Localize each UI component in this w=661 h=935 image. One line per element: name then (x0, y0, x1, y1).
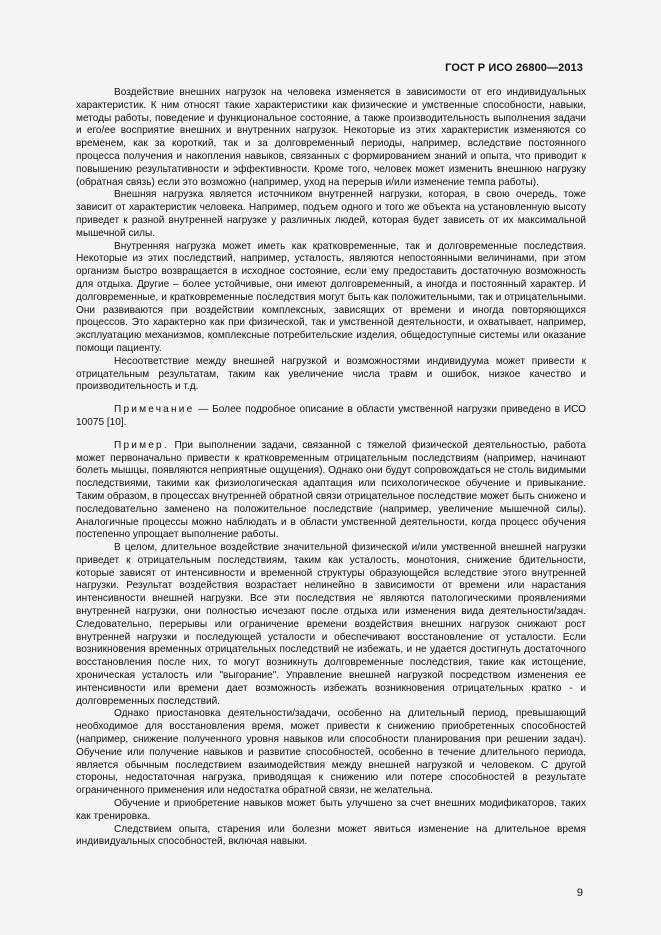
example-label: Пример. (114, 439, 169, 451)
paragraph: Обучение и приобретение навыков может быть улучшено за счет внешних модификаторов, таких как тренировка. (76, 798, 586, 822)
paragraph: Однако приостановка деятельности/задачи, особенно на длительный период, превышающий необходимое для восстановления время, может привести к снижению приобретенных способностей (например, снижение полученного уровня навыков или способности планирования при решении задач). Обучение или получение навыков и развитие способностей, особенно в течение длительного периода, является обычным последствием взаимодействия между внешней нагрузкой и человеком. С другой стороны, недостаточная нагрузка, приводящая к снижению или потере способностей в результате ограниченного применения или недостатка обратной связи, не желательна. (76, 708, 586, 797)
note-label: Примечание (114, 404, 195, 416)
example-paragraph (76, 440, 586, 542)
paragraph: Следствием опыта, старения или болезни может явиться изменение на длительное время индивидуальных способностей, включая навыки. (76, 823, 586, 848)
paragraph: Воздействие внешних нагрузок на человека изменяется в зависимости от его индивидуальных характеристик. К ним относят такие характеристики как физические и умственные способности, навыки, методы работы, поведение и функциональное состояние, а также производительность выполнения задачи и его/ее восприятие внешних и внутренних нагрузок. Некоторые из этих характеристик изменяются со временем, как за короткий, так и за долговременный периоды, например, вследствие постоянного процесса получения и накопления навыков, связанных с формированием знаний и опыта, что приводит к повышению результативности и эффективности. Кроме того, человек может изменить внешнюю нагрузку (обратная связь) если это возможно (например, уход на перерыв и/или изменение темпа работы). (76, 87, 586, 188)
paragraph: Внешняя нагрузка является источником внутренней нагрузки, которая, в свою очередь, тоже зависит от характеристик человека. Например, подъем одного и того же объекта на установленную высоту приведет к разной внутренней нагрузке у различных людей, которая будет зависеть от их максимальной мышечной силы. (76, 189, 586, 239)
paragraph: Внутренняя нагрузка может иметь как кратковременные, так и долговременные последствия. Некоторые из этих последствий, например, усталость, являются непостоянными величинами, при этом организм быстро возвращается в исходное состояние, если ему предоставить достаточную возможность для отдыха. Другие – более устойчивые, они имеют долговременный, а иногда и постоянный характер. И долговременные, и кратковременные последствия могут быть как положительными, так и отрицательными. Они развиваются при воздействии комплексных, зависящих от времени и иногда повторяющихся процессов. Это характерно как при физической, так и умственной деятельности, и охватывает, например, эксплуатацию механизмов, комплексные потребительские изделия, общедоступные системы или оказание помощи пациенту. (76, 240, 586, 354)
page-number: 9 (576, 887, 583, 899)
note-paragraph (76, 404, 586, 430)
paragraph: В целом, длительное воздействие значительной физической и/или умственной внешней нагрузки приведет к отрицательным последствиям, таким как усталость, монотония, снижение бдительности, которые зависят от интенсивности и временной структуры образующейся вследствие этого внутренней нагрузки. Результат воздействия возрастает нелинейно в зависимости от времени или нарастания интенсивности внешней нагрузки. Все эти последствия не являются патологическими проявлениями внутренней нагрузки, они полностью исчезают после отдыха или изменения вида деятельности/задач. Следовательно, перерывы или ограничение времени воздействия внешних нагрузок снижают рост внутренней нагрузки и последующей усталости и обеспечивают восстановление от усталости. Если возникновения временных отрицательных последствий не избежать, и не удается достигнуть достаточного восстановления после них, то могут возникнуть долговременные последствия, такие как истощение, хроническая усталость или "выгорание". Управление внешней нагрузкой посредством изменения ее интенсивности или времени дает возможность избежать возникновения отрицательных кратко - и долговременных последствий. (76, 542, 586, 707)
standard-header: ГОСТ Р ИСО 26800—2013 (445, 62, 583, 74)
example-text: При выполнении задачи, связанной с тяжелой физической деятельностью, работа может первоначально привести к кратковременным отрицательным последствиям (например, начинают болеть мышцы, появляются неприятные ощущения). Однако они будут сопровождаться не столь видимыми последствиями, такими как физиологическая адаптация или психологическое обучение и привыкание. Таким образом, в процессах внутренней обратной связи отрицательное последствие может быть снижено и последовательно заменено на положительное последствие (например, увеличение мышечной силы). Аналогичные процессы можно наблюдать и в области умственной деятельности, когда процесс обучения постепенно упрощает выполнение работы. (76, 439, 586, 541)
note-text: — Более подробное описание в области умственной нагрузки приведено в ИСО 10075 [10]. (76, 404, 586, 428)
paragraph: Несоответствие между внешней нагрузкой и возможностями индивидуума может привести к отрицательным результатам, таким как увеличение числа травм и ошибок, низкое качество и производительность и т.д. (76, 355, 586, 393)
body-text (76, 87, 586, 849)
